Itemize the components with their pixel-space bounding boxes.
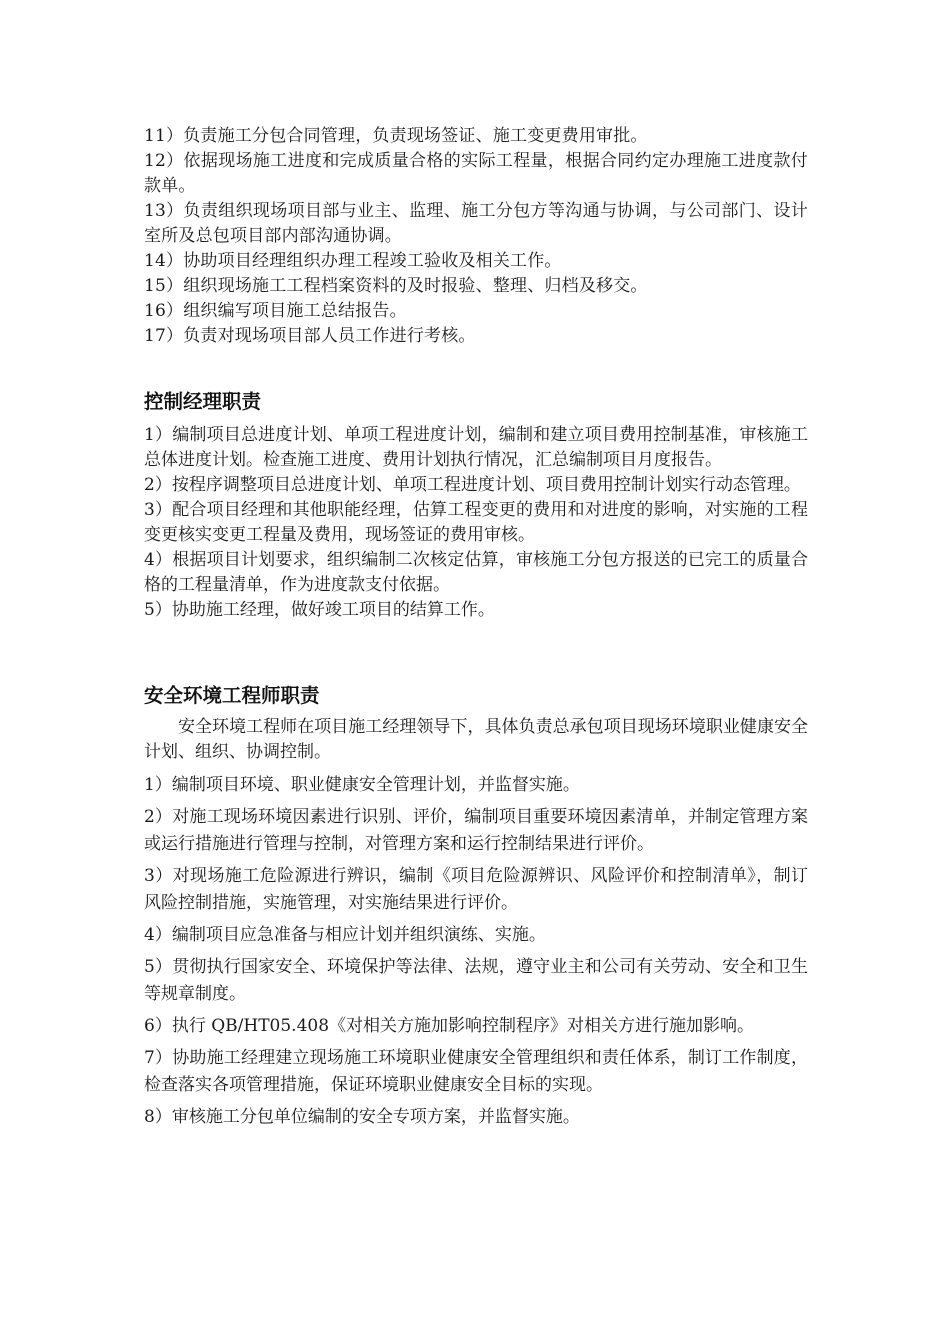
duty-item: 11）负责施工分包合同管理，负责现场签证、施工变更费用审批。 (144, 126, 648, 146)
document-page (144, 124, 808, 1136)
duty-item: 5）贯彻执行国家安全、环境保护等法律、法规，遵守业主和公司有关劳动、安全和卫生等规章制度。 (144, 957, 808, 1004)
duty-item: 17）负责对现场项目部人员工作进行考核。 (144, 326, 476, 346)
duty-item: 14）协助项目经理组织办理工程竣工验收及相关工作。 (144, 251, 562, 271)
duty-item: 4）根据项目计划要求，组织编制二次核定估算，审核施工分包方报送的已完工的质量合格的工程量清单，作为进度款支付依据。 (144, 550, 808, 595)
control-manager-heading: 控制经理职责 (144, 390, 262, 413)
duty-item: 13）负责组织现场项目部与业主、监理、施工分包方等沟通与协调，与公司部门、设计室所及总包项目部内部沟通协调。 (144, 201, 808, 246)
duty-item: 3）配合项目经理和其他职能经理，估算工程变更的费用和对进度的影响，对实施的工程变更核实变更工程量及费用，现场签证的费用审核。 (144, 500, 808, 545)
duty-item: 1）编制项目总进度计划、单项工程进度计划，编制和建立项目费用控制基准，审核施工总体进度计划。检查施工进度、费用计划执行情况，汇总编制项目月度报告。 (144, 425, 808, 470)
duty-item: 6）执行 QB/HT05.408《对相关方施加影响控制程序》对相关方进行施加影响。 (144, 1016, 755, 1036)
duty-item: 1）编制项目环境、职业健康安全管理计划，并监督实施。 (144, 775, 580, 795)
duty-item: 4）编制项目应急准备与相应计划并组织演练、实施。 (144, 925, 546, 945)
duty-item: 5）协助施工经理，做好竣工项目的结算工作。 (144, 600, 495, 620)
duty-item: 12）依据现场施工进度和完成质量合格的实际工程量，根据合同约定办理施工进度款付款单。 (144, 151, 808, 196)
safety-engineer-heading: 安全环境工程师职责 (144, 684, 320, 707)
construction-manager-duties-continued (144, 124, 808, 349)
duty-item: 15）组织现场施工工程档案资料的及时报验、整理、归档及移交。 (144, 276, 648, 296)
duty-item: 2）按程序调整项目总进度计划、单项工程进度计划、项目费用控制计划实行动态管理。 (144, 475, 801, 495)
safety-intro-paragraph: 安全环境工程师在项目施工经理领导下，具体负责总承包项目现场环境职业健康安全计划、组织、协调控制。 (144, 717, 808, 762)
duty-item: 3）对现场施工危险源进行辨识，编制《项目危险源辨识、风险评价和控制清单》，制订风险控制措施，实施管理，对实施结果进行评价。 (144, 866, 808, 913)
duty-item: 2）对施工现场环境因素进行识别、评价，编制项目重要环境因素清单，并制定管理方案或运行措施进行管理与控制，对管理方案和运行控制结果进行评价。 (144, 807, 808, 854)
duty-item: 8）审核施工分包单位编制的安全专项方案，并监督实施。 (144, 1107, 580, 1127)
safety-engineer-duties (144, 715, 808, 1131)
control-manager-duties (144, 423, 808, 623)
duty-item: 16）组织编写项目施工总结报告。 (144, 301, 407, 321)
duty-item: 7）协助施工经理建立现场施工环境职业健康安全管理组织和责任体系，制订工作制度，检查落实各项管理措施，保证环境职业健康安全目标的实现。 (144, 1048, 808, 1095)
